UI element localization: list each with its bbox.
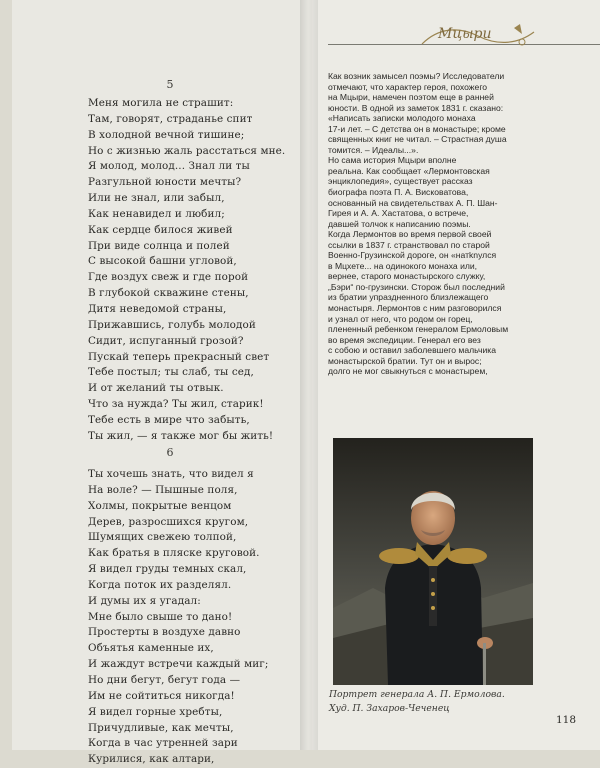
essay-line: на Мцыри, намечен поэтом еще в ранней: [328, 92, 494, 103]
verse-line: И думы их я угадал:: [88, 594, 201, 607]
verse-line: Что за нужда? Ты жил, старик!: [88, 398, 264, 411]
verse-line: Прижавшись, голубь молодой: [88, 318, 256, 331]
essay-line: «Написать записки молодого монаха: [328, 113, 476, 124]
essay-line: основанный на свидетельствах А. П. Шан-: [328, 197, 498, 208]
stanza-number: 5: [166, 78, 174, 91]
verse-line: Когда поток их разделял.: [88, 578, 232, 591]
essay-line: Военно-Грузинской дороге, он «натknулся: [328, 250, 497, 261]
page-number: 118: [556, 714, 577, 726]
verse-line: Ты хочешь знать, что видел я: [88, 468, 254, 480]
portrait-caption: [329, 688, 505, 716]
verse-line: Тебе постыл; ты слаб, ты сед,: [88, 366, 254, 379]
verse-line: Но дни бегут, бегут года —: [88, 673, 241, 686]
essay-line: священных книг не читал. – Страстная душа: [328, 134, 507, 145]
essay-line: монастыря. Лермонтов с ним разговорился: [328, 303, 502, 314]
verse-line: Шумящих свежею толпой,: [88, 531, 237, 544]
verse-line: Простерты в воздухе давно: [88, 626, 241, 639]
verse-line: Как ненавидел и любил;: [88, 207, 225, 220]
essay-line: юности. В одной из заметок 1831 г. сказано:: [328, 102, 504, 113]
verse-line: В глубокой скважине стены,: [88, 287, 249, 300]
caption-line: Портрет генерала А. П. Ермолова.: [329, 689, 505, 700]
verse-line: Как братья в пляске круговой.: [88, 547, 260, 560]
verse-line: И от желаний ты отвык.: [88, 382, 224, 395]
essay-line: биографа поэта П. А. Висковатова,: [328, 187, 469, 198]
verse-line: Где воздух свеж и где порой: [88, 271, 249, 284]
verse-line: Но с жизнью жаль расстаться мне.: [88, 144, 286, 157]
essay-line: реальна. Как сообщает «Лермонтовская: [328, 165, 490, 176]
essay-line: в Мцхете... на одинокого монаха или,: [328, 260, 478, 271]
essay-line: Гирея и А. А. Хастатова, о встрече,: [328, 208, 469, 219]
verse-line: Им не сойтиться никогда!: [88, 689, 235, 702]
stanza-5-verse: [88, 96, 285, 445]
verse-line: Когда в час утренней зари: [88, 737, 238, 750]
essay-text: [328, 71, 508, 377]
verse-line: Я видел горные хребты,: [88, 705, 223, 718]
verse-line: Как сердце билося живей: [88, 223, 233, 236]
essay-line: во время экспедиции. Генерал его вез: [328, 334, 481, 345]
stanza-6-verse: [88, 467, 268, 768]
essay-line: ссылки в 1837 г. странствовал по старой: [328, 239, 490, 250]
caption-line: Худ. П. Захаров-Чеченец: [329, 703, 450, 714]
essay-line: давшей толчок к написанию поэмы.: [328, 218, 471, 229]
essay-line: монастырской братии. Тут он и вырос;: [328, 355, 482, 366]
verse-line: Мне было свыше то дано!: [88, 610, 233, 623]
verse-line: Я видел груды темных скал,: [88, 563, 247, 576]
portrait-painting: [333, 438, 533, 685]
essay-line: вернее, старого монастырского служку,: [328, 271, 486, 282]
verse-line: Меня могила не страшит:: [88, 97, 234, 109]
essay-line: долго не мог свыкнуться с монастырем,: [328, 366, 488, 377]
stanza-number: 6: [166, 446, 174, 459]
verse-line: На воле? — Пышные поля,: [88, 483, 238, 496]
essay-line: энциклопедия», существует рассказ: [328, 176, 473, 187]
essay-line: 17-и лет. – С детства он в монастыре; кроме: [328, 123, 506, 134]
verse-line: При виде солнца и полей: [88, 239, 230, 252]
verse-line: Разгульной юности мечты?: [88, 176, 242, 189]
book-gutter: [300, 0, 318, 750]
essay-line: и узнал от него, что родом он горец,: [328, 313, 473, 324]
essay-line: Когда Лермонтов во время первой своей: [328, 229, 492, 240]
verse-line: Я молод, молод... Знал ли ты: [88, 160, 250, 173]
verse-line: Объятья каменные их,: [88, 642, 214, 655]
essay-line: плененный ребенком генералом Ермоловым: [328, 324, 509, 335]
verse-line: И жаждут встречи каждый миг;: [88, 658, 269, 671]
essay-line: Но сама история Мцыри вполне: [328, 155, 457, 166]
essay-line: Как возник замысел поэмы? Исследователи: [328, 71, 505, 81]
verse-line: Ты жил, — я также мог бы жить!: [88, 429, 274, 442]
header-title: Мцыри: [438, 26, 492, 42]
verse-line: Или не знал, или забыл,: [88, 192, 225, 205]
verse-line: Там, говорят, страданье спит: [88, 112, 253, 125]
essay-line: томится. – Идеалы...».: [328, 144, 419, 155]
verse-line: Холмы, покрытые венцом: [88, 499, 232, 512]
verse-line: Пускай теперь прекрасный свет: [88, 350, 270, 363]
essay-line: с собою и оставил заболевшего мальчика: [328, 345, 497, 356]
verse-line: Дерев, разросшихся кругом,: [88, 515, 249, 528]
verse-line: Причудливые, как мечты,: [88, 721, 234, 734]
verse-line: Сидит, испуганный грозой?: [88, 334, 244, 347]
verse-line: С высокой башни угловой,: [88, 255, 237, 268]
verse-line: Дитя неведомой страны,: [88, 302, 227, 315]
essay-line: из братии упраздненного близлежащего: [328, 292, 489, 303]
essay-line: „Бэри“ по-грузински. Сторож был последний: [328, 281, 505, 292]
verse-line: Тебе есть в мире что забыть,: [88, 413, 250, 426]
essay-line: отмечают, что характер героя, похожего: [328, 81, 488, 92]
verse-line: В холодной вечной тишине;: [88, 128, 245, 141]
verse-line: Курилися, как алтари,: [88, 753, 215, 766]
